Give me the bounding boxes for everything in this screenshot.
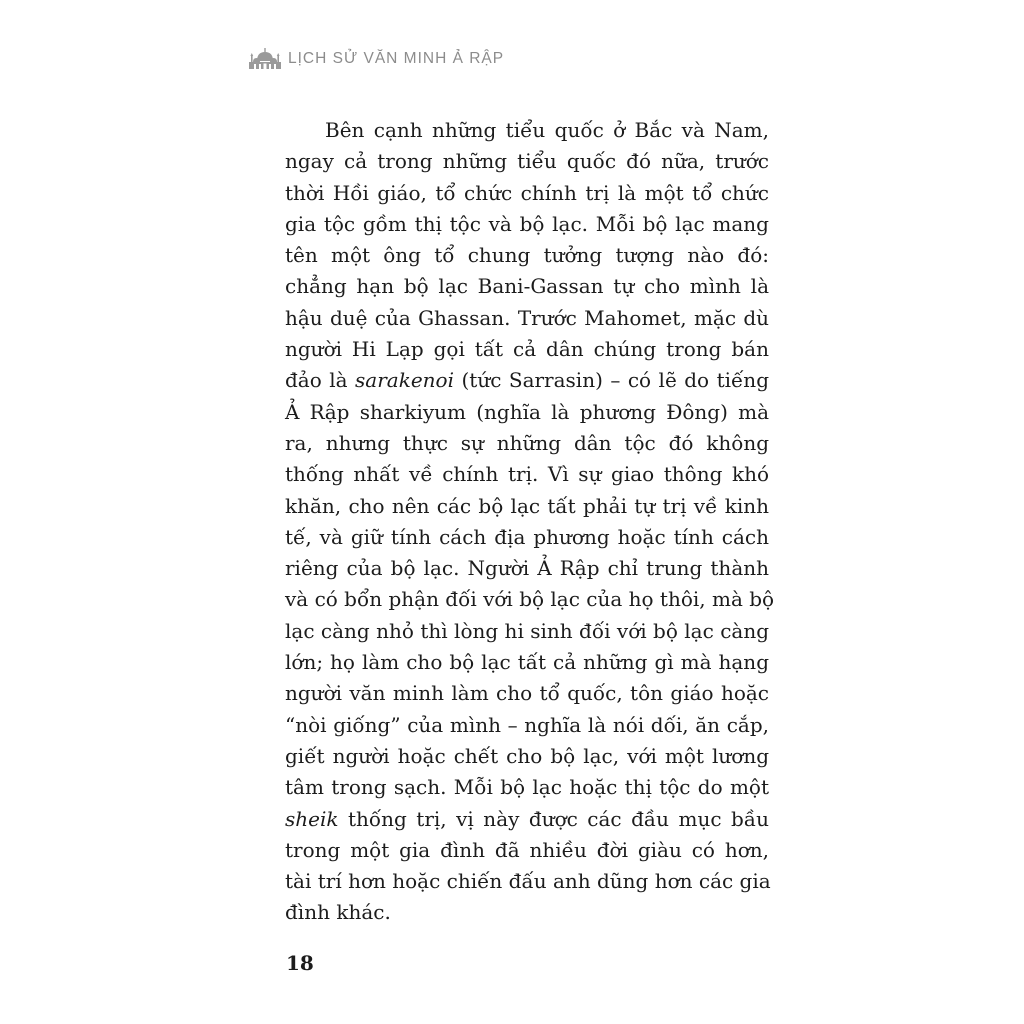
- italic-term: sheik: [285, 806, 339, 831]
- text-line: người văn minh làm cho tổ quốc, tôn giáo hoặc: [285, 681, 769, 706]
- running-header: [248, 44, 504, 74]
- text-line: Ả Rập sharkiyum (nghĩa là phương Đông) mà: [285, 399, 769, 424]
- text-line: tài trí hơn hoặc chiến đấu anh dũng hơn các gia: [285, 869, 771, 894]
- text-line: người Hi Lạp gọi tất cả dân chúng trong bán: [285, 337, 769, 362]
- text-line: khăn, cho nên các bộ lạc tất phải tự trị về kinh: [285, 493, 769, 518]
- italic-term: sarakenoi: [355, 368, 454, 393]
- text-segment: (tức Sarrasin) – có lẽ do tiếng: [454, 368, 769, 393]
- text-line: gia tộc gồm thị tộc và bộ lạc. Mỗi bộ lạc mang: [285, 211, 769, 236]
- text-line: thời Hồi giáo, tổ chức chính trị là một tổ chức: [285, 180, 769, 205]
- mosque-icon: [248, 47, 282, 71]
- text-segment: thống trị, vị này được các đầu mục bầu: [338, 806, 769, 831]
- text-line: tên một ông tổ chung tưởng tượng nào đó:: [285, 243, 769, 268]
- text-line: lạc càng nhỏ thì lòng hi sinh đối với bộ lạc càng: [285, 618, 769, 643]
- text-segment: đảo là: [285, 368, 356, 393]
- text-line: riêng của bộ lạc. Người Ả Rập chỉ trung thành: [285, 556, 769, 581]
- text-line: tâm trong sạch. Mỗi bộ lạc hoặc thị tộc do một: [285, 775, 769, 800]
- text-line: [285, 365, 769, 396]
- text-line: và có bổn phận đối với bộ lạc của họ thôi, mà bộ: [285, 587, 775, 612]
- text-line: [285, 804, 769, 835]
- text-line: tế, và giữ tính cách địa phương hoặc tính cách: [285, 524, 769, 549]
- text-line: Bên cạnh những tiểu quốc ở Bắc và Nam,: [325, 118, 769, 142]
- text-line: trong một gia đình đã nhiều đời giàu có hơn,: [285, 837, 769, 862]
- text-line: ngay cả trong những tiểu quốc đó nữa, trước: [285, 149, 769, 174]
- book-title: LỊCH SỬ VĂN MINH Ả RẬP: [288, 50, 505, 67]
- text-line: giết người hoặc chết cho bộ lạc, với một lương: [285, 743, 769, 768]
- text-line: đình khác.: [285, 900, 391, 925]
- text-line: lớn; họ làm cho bộ lạc tất cả những gì mà hạng: [285, 650, 769, 675]
- text-line: chẳng hạn bộ lạc Bani-Gassan tự cho mình là: [285, 274, 769, 299]
- text-line: “nòi giống” của mình – nghĩa là nói dối, ăn cắp,: [285, 712, 769, 737]
- text-line: thống nhất về chính trị. Vì sự giao thông khó: [285, 462, 769, 487]
- text-line: hậu duệ của Ghassan. Trước Mahomet, mặc dù: [285, 305, 769, 330]
- body-paragraph: [285, 115, 775, 929]
- text-line: ra, nhưng thực sự những dân tộc đó không: [285, 430, 769, 455]
- page-number: 18: [286, 951, 314, 975]
